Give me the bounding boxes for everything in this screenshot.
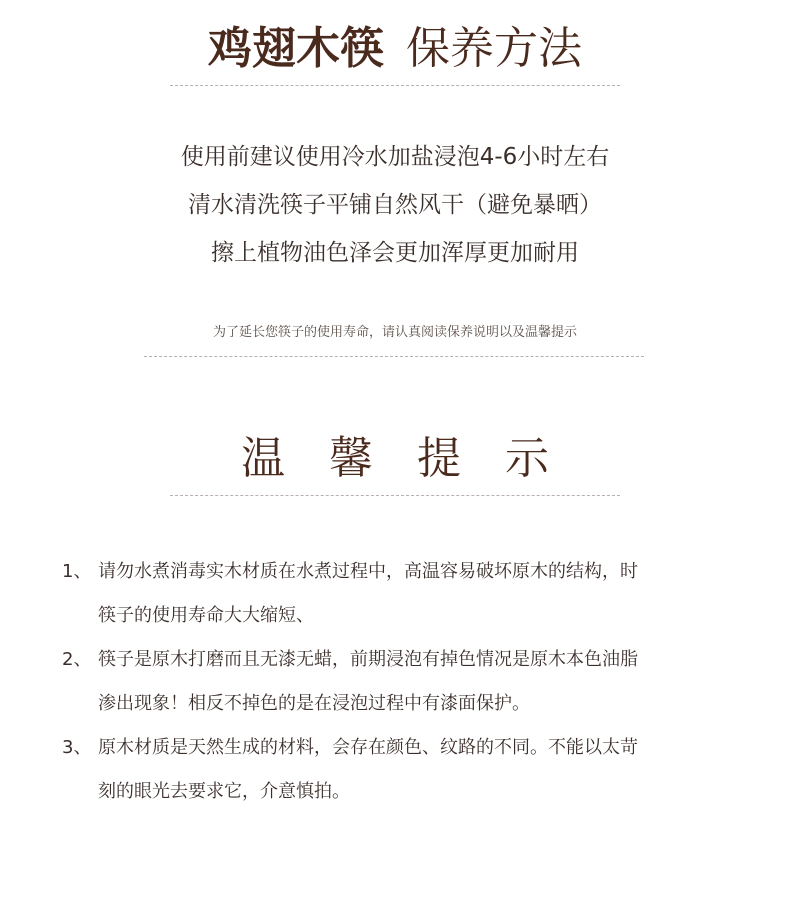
- tips-list: [62, 553, 742, 817]
- tip-text-line: 请勿水煮消毒实木材质在水煮过程中，高温容易破坏原木的结构，时: [98, 561, 638, 582]
- care-title-divider: [170, 85, 620, 86]
- tip-number: 2、: [62, 649, 92, 670]
- care-title-method: 保养方法: [406, 23, 582, 74]
- tip-item-3: [62, 729, 742, 817]
- tips-title-char-3: 提: [417, 433, 461, 484]
- tips-title-char-1: 温: [241, 433, 285, 484]
- tip-text-line: 筷子的使用寿命大大缩短、: [98, 605, 314, 626]
- tips-title: [0, 428, 790, 490]
- care-instructions: [0, 136, 790, 280]
- tip-number: 3、: [62, 737, 92, 758]
- tip-item-1: [62, 553, 742, 641]
- care-method-title: [0, 18, 790, 80]
- tip-number: 1、: [62, 561, 92, 582]
- tip-text-line: 渗出现象！相反不掉色的是在浸泡过程中有漆面保护。: [98, 693, 530, 714]
- tip-text-line: 筷子是原木打磨而且无漆无蜡，前期浸泡有掉色情况是原木本色油脂: [98, 649, 638, 670]
- care-note: 为了延长您筷子的使用寿命，请认真阅读保养说明以及温馨提示: [212, 325, 577, 340]
- tips-title-divider: [170, 495, 620, 496]
- tip-text-line: 刻的眼光去要求它，介意慎拍。: [98, 781, 350, 802]
- care-instruction-3: 擦上植物油色泽会更加浑厚更加耐用: [211, 240, 579, 266]
- tip-text-line: 原木材质是天然生成的材料，会存在颜色、纹路的不同。不能以太苛: [98, 737, 638, 758]
- care-title-product: 鸡翅木筷: [208, 23, 384, 74]
- care-instruction-1: 使用前建议使用冷水加盐浸泡4-6小时左右: [180, 144, 610, 170]
- care-instruction-2: 清水清洗筷子平铺自然风干（避免暴晒）: [188, 192, 602, 218]
- note-divider: [144, 356, 644, 357]
- tips-title-char-2: 馨: [329, 433, 373, 484]
- tip-item-2: [62, 641, 742, 729]
- tips-title-char-4: 示: [505, 433, 549, 484]
